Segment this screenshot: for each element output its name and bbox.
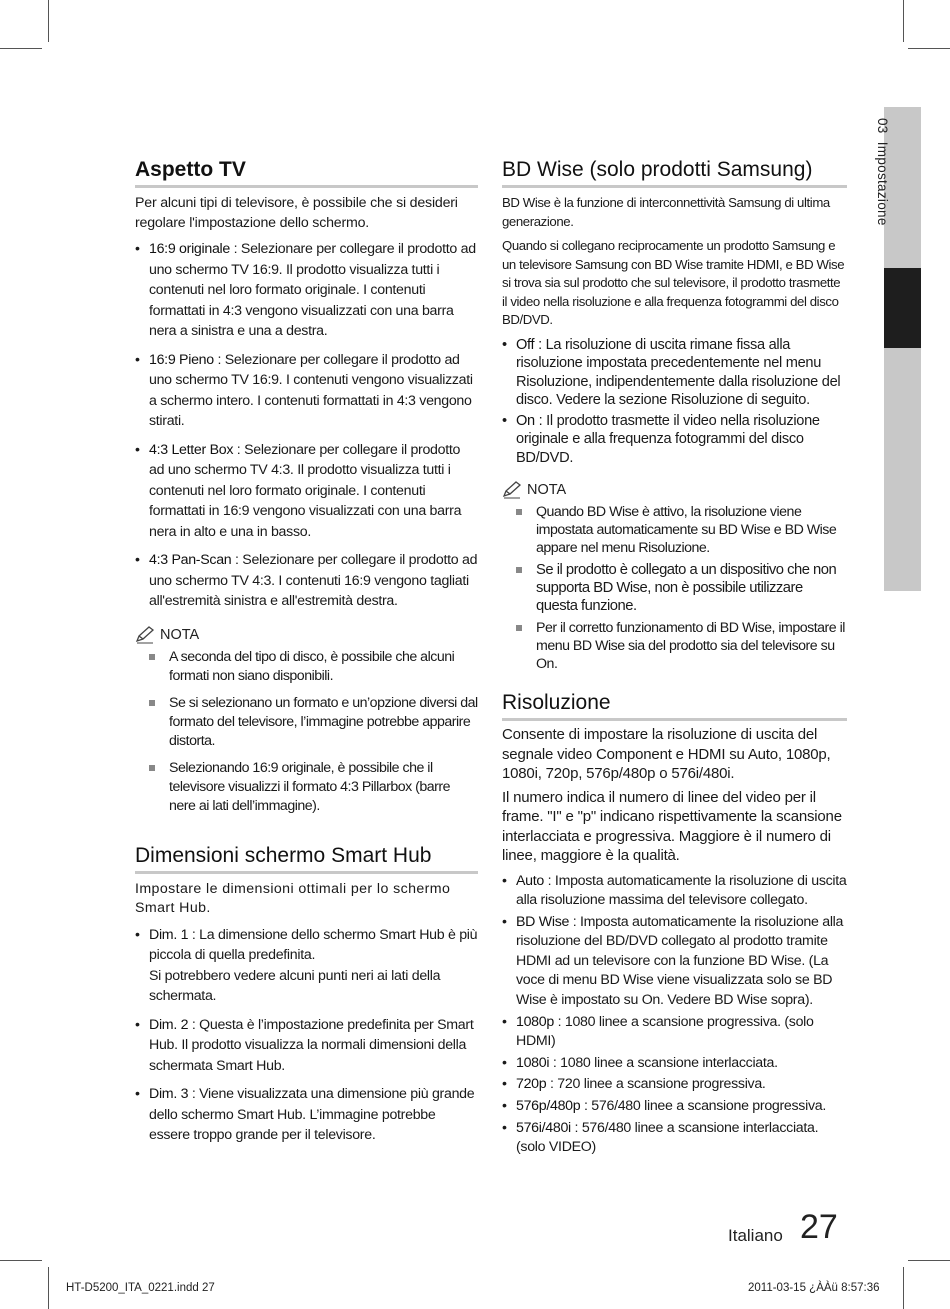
list-item: • Off : La risoluzione di uscita rimane fissa alla risoluzione impostata precedentemente nel menu Risoluzione, indipendentemente dalla risoluzione del disco. Vedere la sezione Risoluzione di seguito. [502,336,847,410]
crop-mark [908,1260,950,1261]
chapter-title: Impostazione [875,141,890,226]
crop-mark [0,48,42,49]
page-language: Italiano [728,1226,783,1245]
chapter-number: 03 [875,118,890,134]
paragraph: Consente di impostare la risoluzione di uscita del segnale video Component e HDMI su Auto, 1080p, 1080i, 720p, 576p/480p o 576i/480i. [502,726,831,782]
section-risoluzione [502,691,847,1158]
section-smart-hub [135,844,478,1146]
note-item: Selezionando 16:9 originale, è possibile che il televisore visualizzi il formato 4:3 Pillarbox (barre nere ai lati dell’immagine). [135,759,478,816]
option-list [135,925,478,1146]
note-item: Se si selezionano un formato e un’opzione diversi dal formato del televisore, l’immagine potrebbe apparire distorta. [135,694,478,751]
note-list [135,648,478,816]
left-column [135,158,478,1164]
section-title: Aspetto TV [135,158,478,188]
crop-mark [908,48,950,49]
paragraph: Quando si collegano reciprocamente un prodotto Samsung e un televisore Samsung con BD Wise tramite HDMI, e BD Wise si trova sia sul prodotto che sul televisore, il prodotto trasmette il video nella risoluzione e alla frequenza fotogrammi del disco BD/DVD. [502,238,845,327]
section-aspetto-tv [135,158,478,816]
note-heading: NOTA [135,626,478,644]
chapter-tab-marker [884,268,921,348]
note-heading: NOTA [502,481,847,499]
list-item: • 1080p : 1080 linee a scansione progressiva. (solo HDMI) [502,1013,847,1052]
paragraph: Il numero indica il numero di linee del video per il frame. "I" e "p" indicano rispettivamente la scansione interlacciata e progressiva. Maggiore è il numero di linee, maggiore è la qualità. [502,788,842,864]
list-item: • Dim. 2 : Questa è l’impostazione predefinita per Smart Hub. Il prodotto visualizza la normali dimensioni della schermata Smart Hub. [135,1015,478,1077]
paragraph: BD Wise è la funzione di interconnettività Samsung di ultima generazione. [502,195,830,229]
list-item: • 16:9 Pieno : Selezionare per collegare il prodotto ad uno schermo TV 16:9. I contenuti vengono visualizzati a schermo intero. I contenuti formattati in 4:3 vengono stirati. [135,350,478,432]
right-column [502,158,847,1176]
crop-mark [0,1260,42,1261]
crop-mark [48,1267,49,1309]
list-item: • 4:3 Letter Box : Selezionare per collegare il prodotto ad uno schermo TV 4:3. Il prodotto visualizza tutti i contenuti nel loro formato originale. I contenuti formattati in 16:9 vengono visualizzati con una barra nera in alto e una in basso. [135,440,478,543]
list-item: • 576p/480p : 576/480 linee a scansione progressiva. [502,1097,847,1117]
section-title: BD Wise (solo prodotti Samsung) [502,158,847,188]
list-item: • Dim. 3 : Viene visualizzata una dimensione più grande dello schermo Smart Hub. L’immagine potrebbe essere troppo grande per il televisore. [135,1084,478,1146]
note-item: Se il prodotto è collegato a un dispositivo che non supporta BD Wise, non è possibile utilizzare questa funzione. [502,561,847,615]
list-item: • Auto : Imposta automaticamente la risoluzione di uscita alla risoluzione massima del televisore collegato. [502,872,847,911]
note-item: Per il corretto funzionamento di BD Wise, impostare il menu BD Wise sia del prodotto sia del televisore su On. [502,619,847,673]
crop-mark [903,0,904,42]
section-title: Risoluzione [502,691,847,721]
option-list [502,872,847,1158]
list-item: • 1080i : 1080 linee a scansione interlacciata. [502,1054,847,1074]
crop-mark [48,0,49,42]
section-bd-wise [502,158,847,673]
pencil-icon [135,626,155,644]
section-intro: Impostare le dimensioni ottimali per lo schermo Smart Hub. [135,880,451,916]
footer-datetime: 2011-03-15 ¿ÀÀü 8:57:36 [748,1282,880,1294]
list-item: • Dim. 1 : La dimensione dello schermo Smart Hub è più piccola di quella predefinita. Si potrebbero vedere alcuni punti neri ai lati della schermata. [135,925,478,1007]
pencil-icon [502,481,522,499]
list-item: • 4:3 Pan-Scan : Selezionare per collegare il prodotto ad uno schermo TV 4:3. I contenuti 16:9 vengono tagliati all'estremità sinistra e all'estremità destra. [135,550,478,612]
note-list [502,503,847,673]
list-item: • On : Il prodotto trasmette il video nella risoluzione originale e alla frequenza fotogrammi del disco BD/DVD. [502,412,847,468]
footer-file: HT-D5200_ITA_0221.indd 27 [66,1282,215,1294]
section-intro: Per alcuni tipi di televisore, è possibile che si desideri regolare l'impostazione dello schermo. [135,195,458,231]
chapter-tab-label [860,118,890,226]
option-list [502,336,847,468]
note-item: Quando BD Wise è attivo, la risoluzione viene impostata automaticamente su BD Wise e BD Wise appare nel menu Risoluzione. [502,503,847,557]
list-item: • 16:9 originale : Selezionare per collegare il prodotto ad uno schermo TV 16:9. Il prodotto visualizza tutti i contenuti nel loro formato originale. I contenuti formattati in 4:3 vengono visualizzati con una barra nera a sinistra e una a destra. [135,239,478,342]
crop-mark [903,1267,904,1309]
list-item: • BD Wise : Imposta automaticamente la risoluzione alla risoluzione del BD/DVD collegato al prodotto tramite HDMI ad un televisore con la funzione BD Wise. (La voce di menu BD Wise viene visualizzata solo se BD Wise è impostato su On. Vedere BD Wise sopra). [502,913,847,1011]
page-number: 27 [800,1208,838,1246]
note-item: A seconda del tipo di disco, è possibile che alcuni formati non siano disponibili. [135,648,478,686]
option-list [135,239,478,612]
section-title: Dimensioni schermo Smart Hub [135,844,478,874]
list-item: • 576i/480i : 576/480 linee a scansione interlacciata. (solo VIDEO) [502,1119,847,1158]
list-item: • 720p : 720 linee a scansione progressiva. [502,1075,847,1095]
